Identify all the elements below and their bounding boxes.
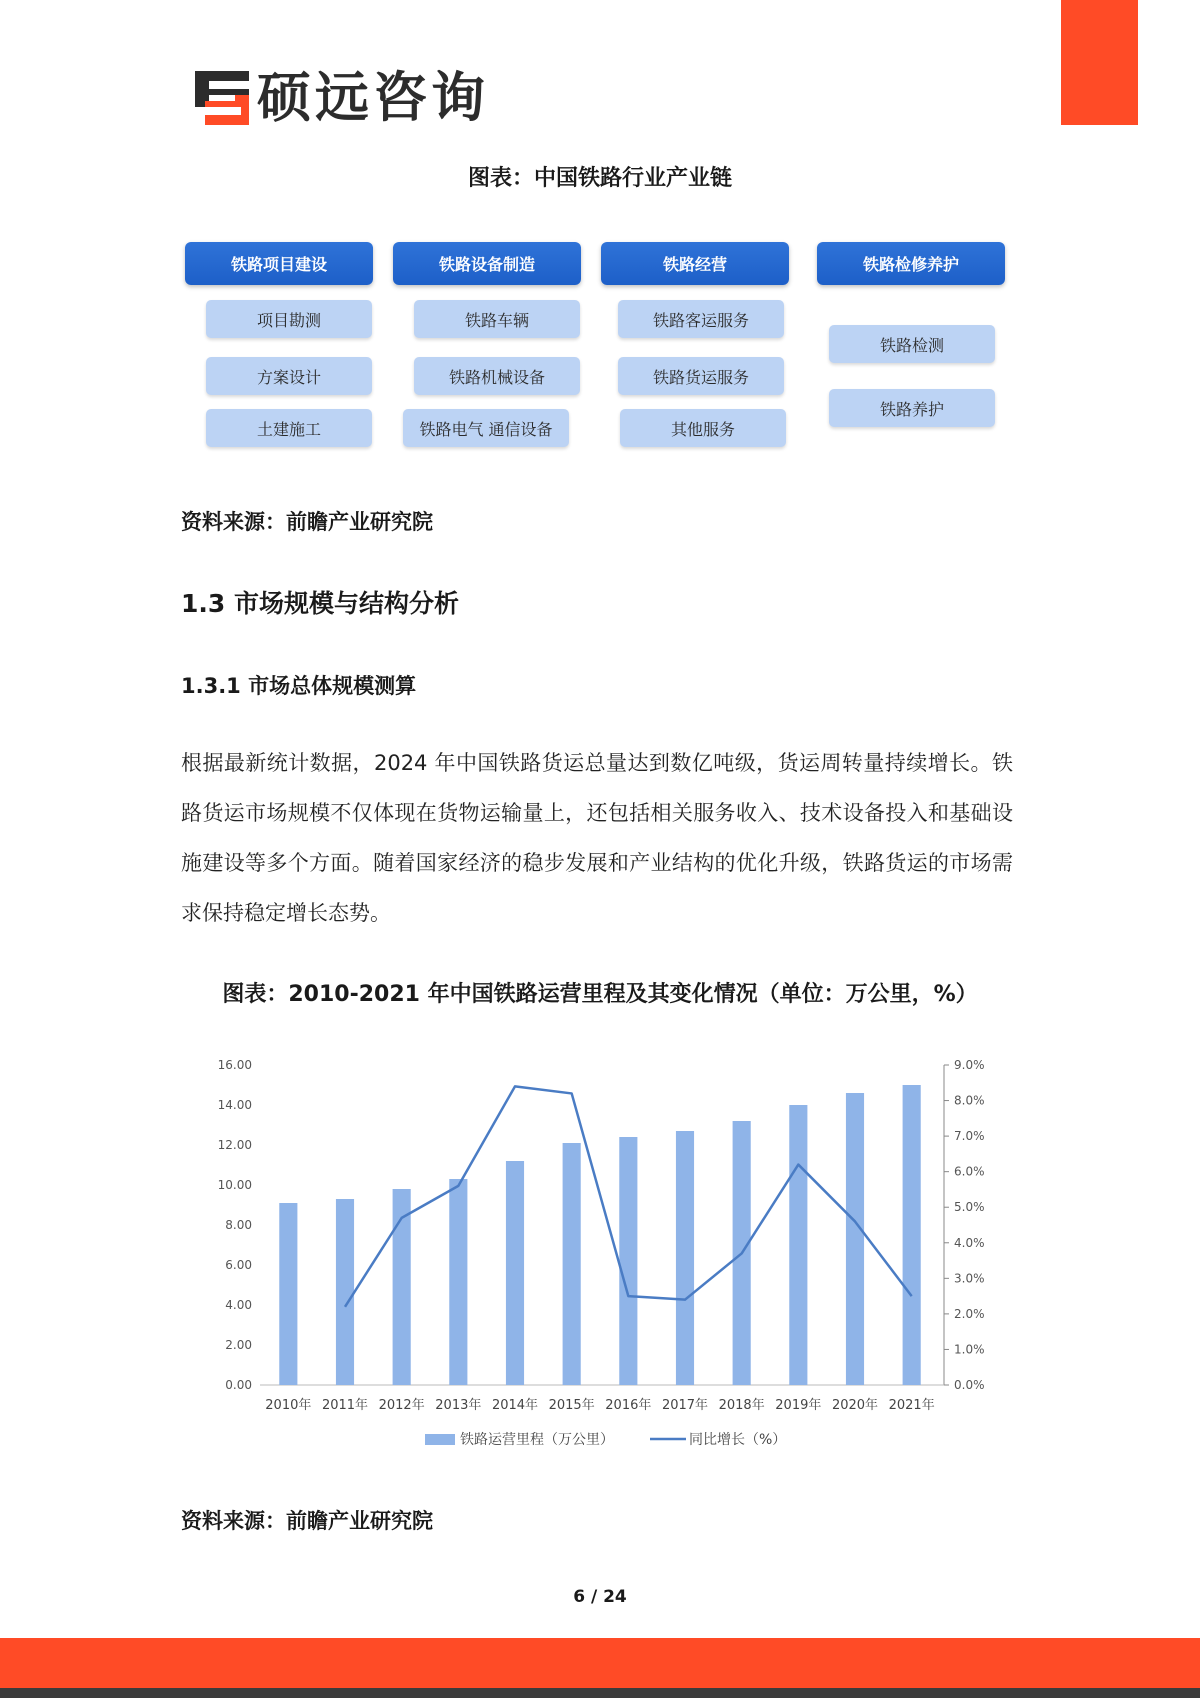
y-left-tick-label: 6.00 [225, 1258, 252, 1272]
figure1-title: 图表：中国铁路行业产业链 [467, 166, 732, 191]
chain-item: 铁路检测 [829, 325, 995, 363]
chain-item: 铁路车辆 [414, 300, 580, 338]
chain-header: 铁路设备制造 [393, 242, 581, 285]
chain-header: 铁路检修养护 [817, 242, 1005, 285]
x-tick-label: 2021年 [888, 1398, 935, 1413]
chain-item: 项目勘测 [206, 300, 372, 338]
y-right-tick-label: 3.0% [954, 1271, 985, 1286]
chart-svg [210, 1040, 1010, 1470]
bar [279, 1203, 297, 1385]
chain-item: 铁路电气 通信设备 [403, 409, 569, 447]
y-left-tick-label: 14.00 [217, 1098, 252, 1112]
brand-name: 硕远咨询 [257, 66, 489, 129]
chain-column-maintenance [817, 236, 1007, 458]
y-left-tick-label: 8.00 [225, 1218, 252, 1232]
y-left-tick-label: 10.00 [217, 1178, 252, 1192]
chain-column-operation [601, 236, 791, 458]
x-tick-label: 2010年 [265, 1398, 312, 1413]
brand-logo [195, 68, 489, 128]
chain-item: 铁路养护 [829, 389, 995, 427]
y-left-tick-label: 2.00 [225, 1338, 252, 1352]
page-number: 6 / 24 [573, 1587, 627, 1607]
bar [336, 1199, 354, 1385]
chain-column-manufacturing [393, 236, 583, 458]
legend-bar-swatch [425, 1434, 455, 1445]
chain-column-construction [185, 236, 375, 458]
subsection-heading: 1.3.1 市场总体规模测算 [181, 674, 417, 698]
body-paragraph: 根据最新统计数据，2024 年中国铁路货运总量达到数亿吨级，货运周转量持续增长。铁路货运市场规模不仅体现在货物运输量上，还包括相关服务收入、技术设备投入和基础设施建设等多个方面。随着国家经济的稳步发展和产业结构的优化升级，铁路货运的市场需求保持稳定增长态势。 [181, 751, 1013, 925]
x-tick-label: 2019年 [775, 1398, 822, 1413]
chain-item: 土建施工 [206, 409, 372, 447]
bar [676, 1131, 694, 1385]
y-right-tick-label: 0.0% [954, 1378, 985, 1392]
x-tick-label: 2018年 [718, 1398, 765, 1413]
bar [563, 1143, 581, 1385]
chain-header: 铁路项目建设 [185, 242, 373, 285]
footer-dark-line [0, 1688, 1200, 1698]
x-tick-label: 2013年 [435, 1398, 482, 1413]
x-tick-label: 2020年 [831, 1398, 879, 1413]
y-left-tick-label: 0.00 [225, 1378, 252, 1392]
bar [449, 1179, 467, 1385]
y-left-tick-label: 4.00 [225, 1298, 252, 1312]
figure2-source: 资料来源：前瞻产业研究院 [181, 1509, 433, 1533]
industry-chain-diagram [185, 236, 1015, 458]
bar [846, 1093, 864, 1385]
chain-item: 方案设计 [206, 357, 372, 395]
y-right-tick-label: 2.0% [954, 1306, 985, 1321]
y-right-tick-label: 7.0% [954, 1129, 985, 1144]
y-right-tick-label: 4.0% [954, 1235, 985, 1250]
footer-accent-bar [0, 1638, 1200, 1688]
x-tick-label: 2012年 [378, 1398, 425, 1413]
bar [789, 1105, 807, 1385]
y-right-tick-label: 5.0% [954, 1200, 985, 1215]
y-right-tick-label: 1.0% [954, 1342, 985, 1357]
y-right-tick-label: 9.0% [954, 1058, 985, 1072]
x-tick-label: 2014年 [491, 1398, 539, 1413]
section-heading: 1.3 市场规模与结构分析 [181, 589, 459, 618]
y-right-tick-label: 8.0% [954, 1093, 985, 1108]
bar [619, 1137, 637, 1385]
brand-mark-icon [195, 71, 249, 125]
chain-item: 其他服务 [620, 409, 786, 447]
chain-item: 铁路机械设备 [414, 357, 580, 395]
x-tick-label: 2017年 [661, 1398, 709, 1413]
y-left-tick-label: 16.00 [217, 1058, 252, 1072]
railway-mileage-chart [210, 1040, 1010, 1470]
bar [903, 1085, 921, 1385]
figure1-source: 资料来源：前瞻产业研究院 [181, 510, 433, 534]
figure2-title: 图表：2010-2021 年中国铁路运营里程及其变化情况（单位：万公里，%） [222, 982, 978, 1007]
chain-header: 铁路经营 [601, 242, 789, 285]
x-tick-label: 2011年 [321, 1398, 369, 1413]
legend-line-label: 同比增长（%） [689, 1432, 787, 1448]
y-right-tick-label: 6.0% [954, 1164, 985, 1179]
chain-item: 铁路货运服务 [618, 357, 784, 395]
legend-bar-label: 铁路运营里程（万公里） [460, 1432, 614, 1448]
bar [506, 1161, 524, 1385]
x-tick-label: 2016年 [605, 1398, 652, 1413]
chain-item: 铁路客运服务 [618, 300, 784, 338]
corner-accent-tab [1061, 0, 1138, 125]
x-tick-label: 2015年 [548, 1398, 595, 1413]
y-left-tick-label: 12.00 [217, 1138, 252, 1152]
